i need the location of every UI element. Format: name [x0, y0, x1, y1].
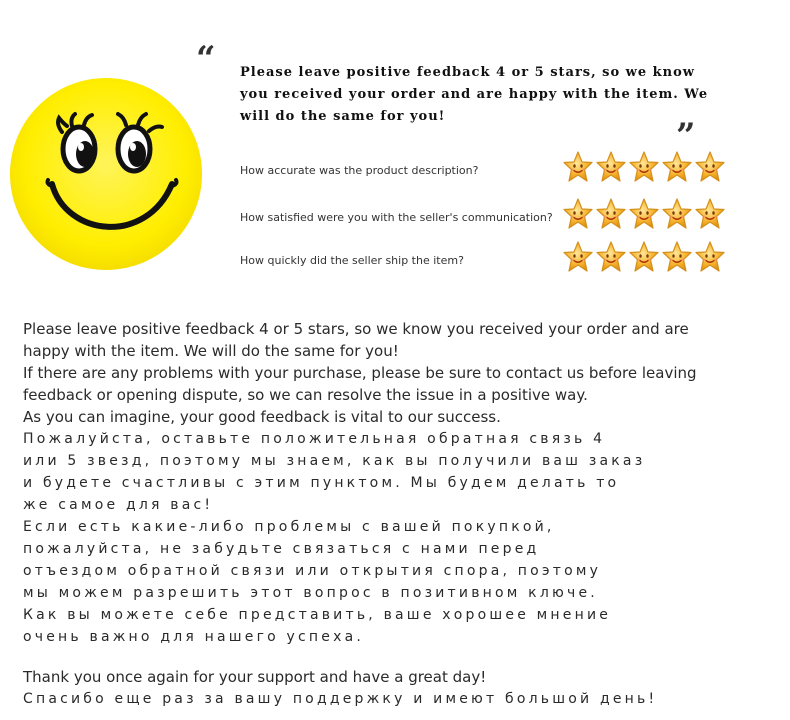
rating-row-communication: [240, 197, 740, 233]
closing-line-ru: Спасибо еще раз за вашу поддержку и имеют большой день!: [23, 691, 658, 707]
body-line-ru: Как вы можете себе представить, ваше хорошее мнение: [23, 607, 612, 623]
smiling-star-icon[interactable]: [595, 240, 627, 274]
smiling-star-icon[interactable]: [562, 240, 594, 274]
smiling-star-icon[interactable]: [628, 150, 660, 184]
body-line-ru: мы можем разрешить этот вопрос в позитивном ключе.: [23, 585, 598, 601]
opening-quote-mark: “: [196, 39, 216, 79]
rating-question: How accurate was the product description?: [240, 164, 479, 177]
smiling-star-icon[interactable]: [628, 240, 660, 274]
body-line-ru: и будете счастливы с этим пунктом. Мы будем делать то: [23, 475, 620, 491]
smiling-star-icon[interactable]: [562, 197, 594, 231]
rating-row-shipping: [240, 240, 740, 276]
smiling-star-icon[interactable]: [661, 240, 693, 274]
closing-quote-mark: ”: [676, 116, 696, 156]
smiley-face-icon: [6, 76, 206, 272]
star-rating[interactable]: [562, 197, 726, 231]
smiling-star-icon[interactable]: [694, 197, 726, 231]
smiling-star-icon[interactable]: [595, 197, 627, 231]
star-rating[interactable]: [562, 240, 726, 274]
body-line-ru: пожалуйста, не забудьте связаться с нами перед: [23, 541, 540, 557]
smiling-star-icon[interactable]: [694, 240, 726, 274]
body-line-ru: или 5 звезд, поэтому мы знаем, как вы получили ваш заказ: [23, 453, 646, 469]
smiling-star-icon[interactable]: [694, 150, 726, 184]
smiling-star-icon[interactable]: [628, 197, 660, 231]
closing-message: [23, 666, 783, 710]
body-line-ru: отъездом обратной связи или открытия спора, поэтому: [23, 563, 602, 579]
body-line-en: Please leave positive feedback 4 or 5 stars, so we know you received your order and are: [23, 320, 689, 338]
rating-question: How satisfied were you with the seller's communication?: [240, 211, 553, 224]
feedback-message-body: [23, 318, 783, 648]
body-line-en: As you can imagine, your good feedback is vital to our success.: [23, 408, 501, 426]
smiling-star-icon[interactable]: [562, 150, 594, 184]
header-line: will do the same for you!: [240, 109, 446, 124]
body-line-en: feedback or opening dispute, so we can resolve the issue in a positive way.: [23, 386, 588, 404]
body-line-ru: же самое для вас!: [23, 497, 214, 513]
smiling-star-icon[interactable]: [595, 150, 627, 184]
body-line-ru: Если есть какие-либо проблемы с вашей покупкой,: [23, 519, 555, 535]
header-line: Please leave positive feedback 4 or 5 stars, so we know: [240, 65, 695, 80]
star-rating[interactable]: [562, 150, 726, 184]
body-line-en: If there are any problems with your purchase, please be sure to contact us before leaving: [23, 364, 697, 382]
smiling-star-icon[interactable]: [661, 197, 693, 231]
body-line-en: happy with the item. We will do the same for you!: [23, 342, 399, 360]
rating-row-accuracy: [240, 150, 740, 186]
closing-line-en: Thank you once again for your support and have a great day!: [23, 668, 487, 686]
header-line: you received your order and are happy with the item. We: [240, 87, 709, 102]
rating-question: How quickly did the seller ship the item?: [240, 254, 464, 267]
body-line-ru: очень важно для нашего успеха.: [23, 629, 365, 645]
feedback-request-header: [240, 62, 710, 128]
smiling-star-icon[interactable]: [661, 150, 693, 184]
body-line-ru: Пожалуйста, оставьте положительная обратная связь 4: [23, 431, 606, 447]
